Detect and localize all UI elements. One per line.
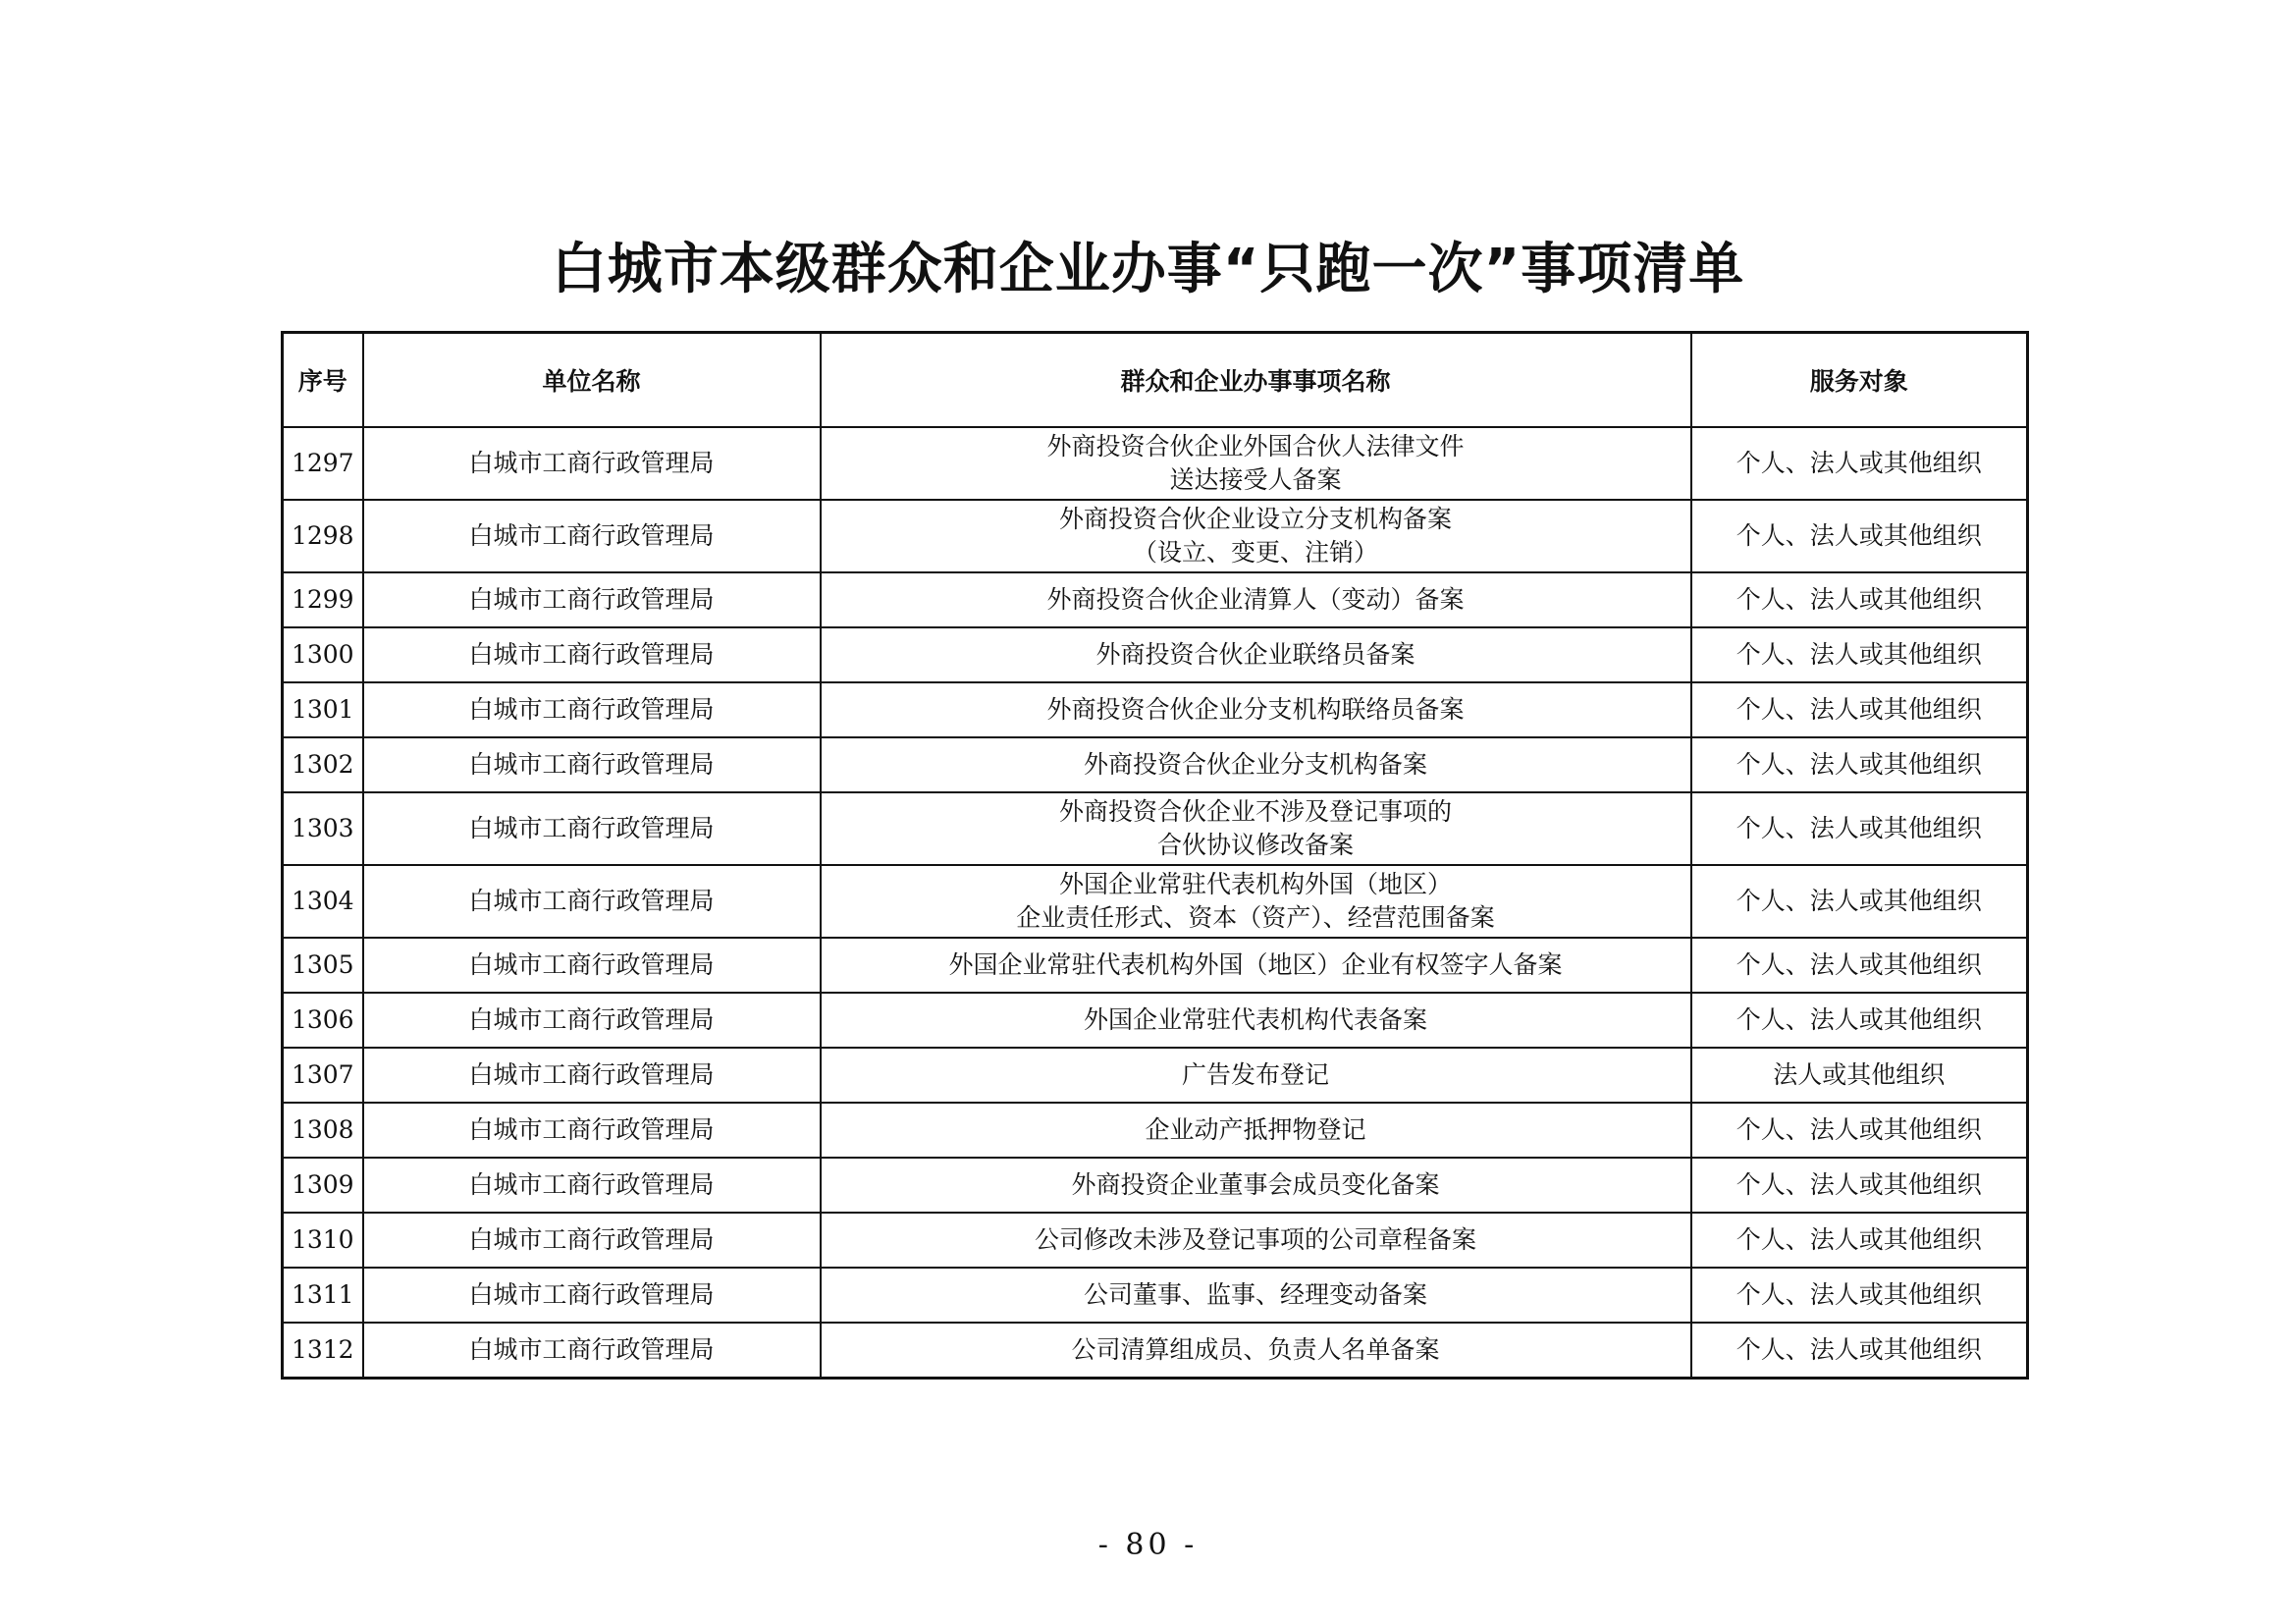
cell-serial-number: 1299 — [283, 572, 363, 627]
cell-serial-number: 1307 — [283, 1048, 363, 1103]
cell-unit-name: 白城市工商行政管理局 — [363, 572, 821, 627]
cell-item-name — [821, 1213, 1691, 1268]
cell-unit-name: 白城市工商行政管理局 — [363, 938, 821, 993]
table-row — [283, 1103, 2028, 1158]
item-name-line: 公司修改未涉及登记事项的公司章程备案 — [1034, 1225, 1476, 1254]
items-table — [281, 331, 2029, 1380]
cell-unit-name: 白城市工商行政管理局 — [363, 737, 821, 792]
cell-item-name — [821, 427, 1691, 500]
item-name-line: 外商投资合伙企业联络员备案 — [1095, 640, 1415, 669]
table-row — [283, 1323, 2028, 1379]
cell-service-target: 个人、法人或其他组织 — [1691, 1213, 2028, 1268]
item-name-line: 企业动产抵押物登记 — [1145, 1115, 1366, 1144]
table-row — [283, 792, 2028, 865]
header-service-target: 服务对象 — [1691, 333, 2028, 428]
cell-serial-number: 1312 — [283, 1323, 363, 1379]
page-number: - 80 - — [1097, 1528, 1199, 1562]
cell-serial-number: 1306 — [283, 993, 363, 1048]
cell-service-target: 个人、法人或其他组织 — [1691, 792, 2028, 865]
item-name-line: 外商投资企业董事会成员变化备案 — [1071, 1170, 1440, 1199]
cell-unit-name: 白城市工商行政管理局 — [363, 1268, 821, 1323]
cell-item-name — [821, 938, 1691, 993]
cell-serial-number: 1311 — [283, 1268, 363, 1323]
table-row — [283, 682, 2028, 737]
cell-unit-name: 白城市工商行政管理局 — [363, 1213, 821, 1268]
cell-service-target: 个人、法人或其他组织 — [1691, 1268, 2028, 1323]
item-name-line: （设立、变更、注销） — [1132, 538, 1378, 567]
cell-item-name — [821, 1048, 1691, 1103]
item-name-line: 外商投资合伙企业设立分支机构备案 — [1058, 505, 1452, 533]
cell-service-target: 个人、法人或其他组织 — [1691, 1158, 2028, 1213]
cell-serial-number: 1298 — [283, 500, 363, 572]
cell-item-name — [821, 1158, 1691, 1213]
cell-serial-number: 1302 — [283, 737, 363, 792]
cell-item-name — [821, 627, 1691, 682]
table-row — [283, 938, 2028, 993]
item-name-line: 外商投资合伙企业分支机构备案 — [1083, 750, 1427, 779]
cell-unit-name: 白城市工商行政管理局 — [363, 500, 821, 572]
cell-service-target: 个人、法人或其他组织 — [1691, 427, 2028, 500]
header-unit-name: 单位名称 — [363, 333, 821, 428]
cell-unit-name: 白城市工商行政管理局 — [363, 1323, 821, 1379]
cell-item-name — [821, 500, 1691, 572]
cell-unit-name: 白城市工商行政管理局 — [363, 993, 821, 1048]
header-serial-number: 序号 — [283, 333, 363, 428]
cell-service-target: 个人、法人或其他组织 — [1691, 737, 2028, 792]
cell-serial-number: 1304 — [283, 865, 363, 938]
cell-unit-name: 白城市工商行政管理局 — [363, 682, 821, 737]
item-name-line: 外国企业常驻代表机构外国（地区） — [1058, 870, 1452, 898]
cell-serial-number: 1297 — [283, 427, 363, 500]
cell-unit-name: 白城市工商行政管理局 — [363, 1103, 821, 1158]
table-row — [283, 1158, 2028, 1213]
cell-unit-name: 白城市工商行政管理局 — [363, 1048, 821, 1103]
table-row — [283, 500, 2028, 572]
cell-serial-number: 1305 — [283, 938, 363, 993]
item-name-line: 外商投资合伙企业外国合伙人法律文件 — [1046, 432, 1465, 460]
cell-unit-name: 白城市工商行政管理局 — [363, 627, 821, 682]
item-name-line: 外国企业常驻代表机构外国（地区）企业有权签字人备案 — [948, 950, 1563, 979]
cell-unit-name: 白城市工商行政管理局 — [363, 427, 821, 500]
cell-item-name — [821, 737, 1691, 792]
cell-item-name — [821, 792, 1691, 865]
page-title: 白城市本级群众和企业办事“只跑一次”事项清单 — [551, 238, 1745, 301]
cell-service-target: 个人、法人或其他组织 — [1691, 993, 2028, 1048]
cell-item-name — [821, 1268, 1691, 1323]
cell-unit-name: 白城市工商行政管理局 — [363, 865, 821, 938]
cell-item-name — [821, 865, 1691, 938]
cell-item-name — [821, 572, 1691, 627]
cell-service-target: 个人、法人或其他组织 — [1691, 500, 2028, 572]
table-row — [283, 865, 2028, 938]
item-name-line: 送达接受人备案 — [1169, 465, 1342, 494]
cell-serial-number: 1308 — [283, 1103, 363, 1158]
table-row — [283, 993, 2028, 1048]
cell-item-name — [821, 1323, 1691, 1379]
item-name-line: 外商投资合伙企业分支机构联络员备案 — [1046, 695, 1465, 724]
cell-serial-number: 1310 — [283, 1213, 363, 1268]
table-row — [283, 1213, 2028, 1268]
table-row — [283, 427, 2028, 500]
item-name-line: 企业责任形式、资本（资产）、经营范围备案 — [1016, 903, 1495, 932]
table-body — [283, 427, 2028, 1379]
cell-serial-number: 1303 — [283, 792, 363, 865]
item-name-line: 合伙协议修改备案 — [1156, 831, 1354, 859]
cell-service-target: 个人、法人或其他组织 — [1691, 938, 2028, 993]
item-name-line: 外商投资合伙企业不涉及登记事项的 — [1058, 797, 1452, 826]
item-name-line: 广告发布登记 — [1181, 1060, 1329, 1089]
cell-service-target: 个人、法人或其他组织 — [1691, 865, 2028, 938]
item-name-line: 外国企业常驻代表机构代表备案 — [1083, 1005, 1427, 1034]
cell-unit-name: 白城市工商行政管理局 — [363, 792, 821, 865]
cell-service-target: 个人、法人或其他组织 — [1691, 572, 2028, 627]
table-row — [283, 1268, 2028, 1323]
cell-item-name — [821, 993, 1691, 1048]
item-name-line: 公司清算组成员、负责人名单备案 — [1071, 1335, 1440, 1364]
table-row — [283, 627, 2028, 682]
cell-service-target: 个人、法人或其他组织 — [1691, 1103, 2028, 1158]
cell-service-target: 个人、法人或其他组织 — [1691, 682, 2028, 737]
table-row — [283, 737, 2028, 792]
cell-item-name — [821, 682, 1691, 737]
cell-service-target: 个人、法人或其他组织 — [1691, 627, 2028, 682]
cell-unit-name: 白城市工商行政管理局 — [363, 1158, 821, 1213]
table-row — [283, 572, 2028, 627]
header-item-name: 群众和企业办事事项名称 — [821, 333, 1691, 428]
cell-serial-number: 1301 — [283, 682, 363, 737]
cell-service-target: 个人、法人或其他组织 — [1691, 1323, 2028, 1379]
cell-item-name — [821, 1103, 1691, 1158]
cell-service-target: 法人或其他组织 — [1691, 1048, 2028, 1103]
table-row — [283, 1048, 2028, 1103]
cell-serial-number: 1309 — [283, 1158, 363, 1213]
item-name-line: 外商投资合伙企业清算人（变动）备案 — [1046, 585, 1465, 614]
cell-serial-number: 1300 — [283, 627, 363, 682]
table-header-row — [283, 333, 2028, 428]
item-name-line: 公司董事、监事、经理变动备案 — [1083, 1280, 1427, 1309]
